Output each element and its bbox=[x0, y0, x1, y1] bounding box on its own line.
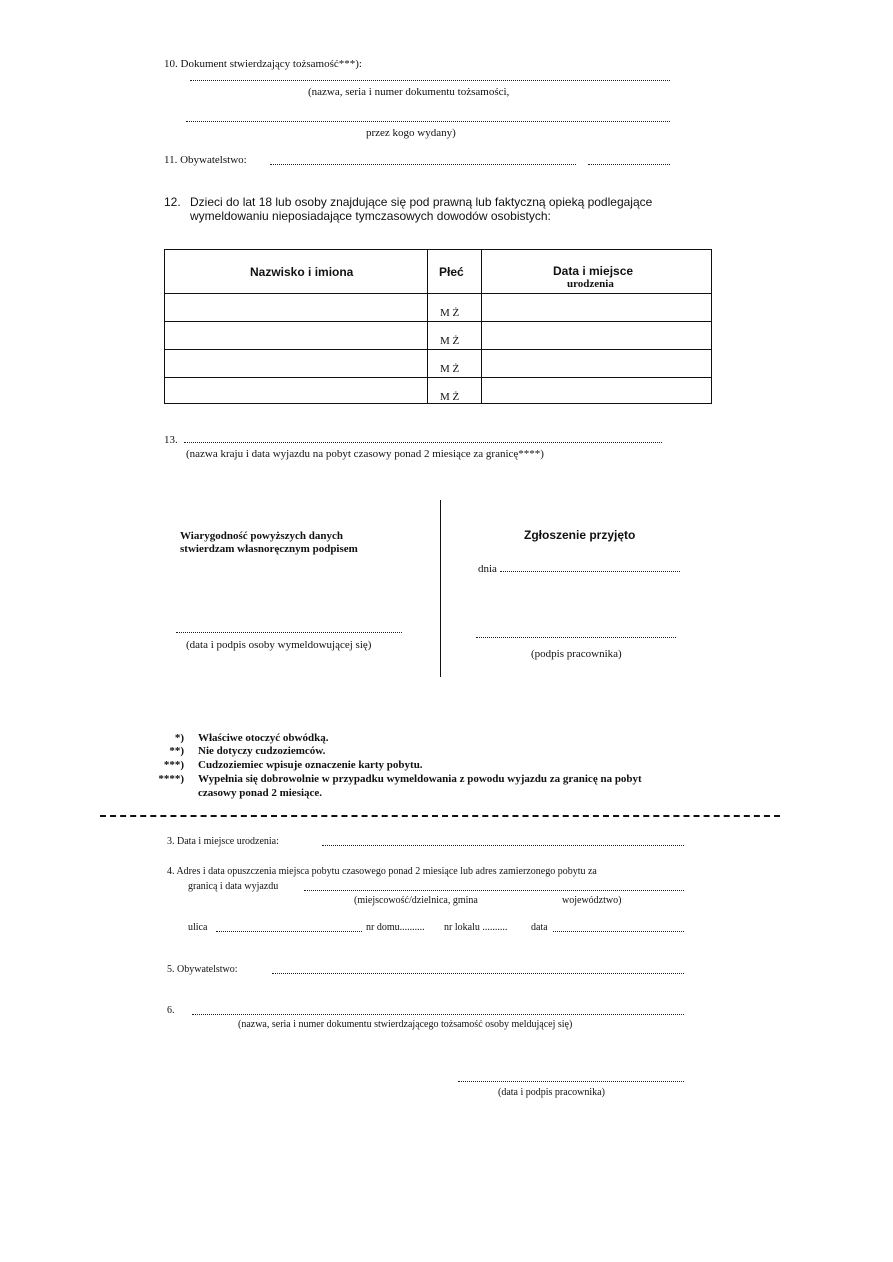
resident-signature-field[interactable] bbox=[176, 632, 402, 633]
item-13-field[interactable] bbox=[184, 442, 662, 443]
item-10-field-1[interactable] bbox=[190, 80, 670, 81]
footnote-text-4b: czasowy ponad 2 miesiące. bbox=[198, 787, 323, 799]
part2-signature-field[interactable] bbox=[458, 1081, 684, 1082]
signature-divider bbox=[440, 500, 441, 677]
part2-item-3-label: 3. Data i miejsce urodzenia: bbox=[167, 836, 279, 847]
verification-line-1: Wiarygodność powyższych danych bbox=[180, 530, 343, 542]
part2-item-6-caption: (nazwa, seria i numer dokumentu stwierdzającego tożsamość osoby meldującej się) bbox=[238, 1019, 573, 1030]
sex-option-row-2[interactable]: M Ż bbox=[440, 335, 460, 347]
item-12-line-1: Dzieci do lat 18 lub osoby znajdujące się pod prawną lub faktyczną opieką podlegające bbox=[190, 195, 653, 209]
part2-item-3-field[interactable] bbox=[322, 845, 684, 846]
part2-item-4-caption-a: (miejscowość/dzielnica, gmina bbox=[354, 895, 478, 906]
part2-item-6-field[interactable] bbox=[192, 1014, 684, 1015]
item-10-caption-2: przez kogo wydany) bbox=[366, 127, 456, 139]
employee-signature-caption: (podpis pracownika) bbox=[531, 648, 622, 660]
part2-item-4-line-2: granicą i data wyjazdu bbox=[188, 881, 279, 892]
part2-item-4-line-1: 4. Adres i data opuszczenia miejsca pobytu czasowego ponad 2 miesiące lub adres zamierzonego pobytu za bbox=[167, 866, 597, 877]
item-11-field-extra[interactable] bbox=[588, 164, 670, 165]
item-13-caption: (nazwa kraju i data wyjazdu na pobyt czasowy ponad 2 miesiące za granicę****) bbox=[186, 448, 544, 460]
sex-option-row-1[interactable]: M Ż bbox=[440, 307, 460, 319]
nr-domu-label[interactable]: nr domu.......... bbox=[366, 922, 425, 933]
footnote-marker-2: **) bbox=[169, 745, 184, 757]
footnote-marker-3: ***) bbox=[163, 759, 184, 771]
cut-line bbox=[100, 815, 780, 817]
col-header-date-2: urodzenia bbox=[567, 278, 614, 290]
part2-item-5-field[interactable] bbox=[272, 973, 684, 974]
nr-lokalu-label[interactable]: nr lokalu .......... bbox=[444, 922, 508, 933]
item-11-field[interactable] bbox=[270, 164, 576, 165]
col-header-name: Nazwisko i imiona bbox=[250, 265, 354, 279]
item-10-label: 10. Dokument stwierdzający tożsamość***): bbox=[164, 58, 362, 70]
part2-item-4-field[interactable] bbox=[304, 890, 684, 891]
item-12-number: 12. bbox=[164, 195, 181, 209]
item-11-label: 11. Obywatelstwo: bbox=[164, 154, 247, 166]
col-header-date: Data i miejsce bbox=[553, 264, 634, 278]
col-header-sex: Płeć bbox=[439, 265, 464, 279]
sex-option-row-4[interactable]: M Ż bbox=[440, 391, 460, 403]
children-table bbox=[164, 249, 712, 404]
footnote-text-3: Cudzoziemiec wpisuje oznaczenie karty pobytu. bbox=[198, 759, 423, 771]
sex-option-row-3[interactable]: M Ż bbox=[440, 363, 460, 375]
resident-signature-caption: (data i podpis osoby wymeldowującej się) bbox=[186, 639, 372, 651]
part2-signature-caption: (data i podpis pracownika) bbox=[498, 1087, 605, 1098]
accepted-title: Zgłoszenie przyjęto bbox=[524, 528, 636, 542]
data-label: data bbox=[531, 922, 548, 933]
employee-signature-field[interactable] bbox=[476, 637, 676, 638]
item-13-number: 13. bbox=[164, 434, 178, 446]
dnia-field[interactable] bbox=[500, 571, 680, 572]
item-10-caption-1: (nazwa, seria i numer dokumentu tożsamości, bbox=[308, 86, 510, 98]
part2-item-4-caption-b: województwo) bbox=[562, 895, 622, 906]
part2-item-6-label: 6. bbox=[167, 1005, 175, 1016]
footnote-marker-1: *) bbox=[174, 732, 184, 744]
ulica-field[interactable] bbox=[216, 931, 362, 932]
part2-item-5-label: 5. Obywatelstwo: bbox=[167, 964, 238, 975]
ulica-label: ulica bbox=[188, 922, 208, 933]
item-10-field-2[interactable] bbox=[186, 121, 670, 122]
verification-line-2: stwierdzam własnoręcznym podpisem bbox=[180, 543, 358, 555]
footnote-text-4a: Wypełnia się dobrowolnie w przypadku wymeldowania z powodu wyjazdu za granicę na pobyt bbox=[198, 773, 642, 785]
footnote-text-1: Właściwe otoczyć obwódką. bbox=[198, 732, 329, 744]
footnote-text-2: Nie dotyczy cudzoziemców. bbox=[198, 745, 326, 757]
item-12-line-2: wymeldowaniu nieposiadające tymczasowych dowodów osobistych: bbox=[190, 209, 551, 223]
dnia-label: dnia bbox=[478, 563, 497, 575]
footnote-marker-4: ****) bbox=[158, 773, 184, 785]
data-field[interactable] bbox=[553, 931, 684, 932]
